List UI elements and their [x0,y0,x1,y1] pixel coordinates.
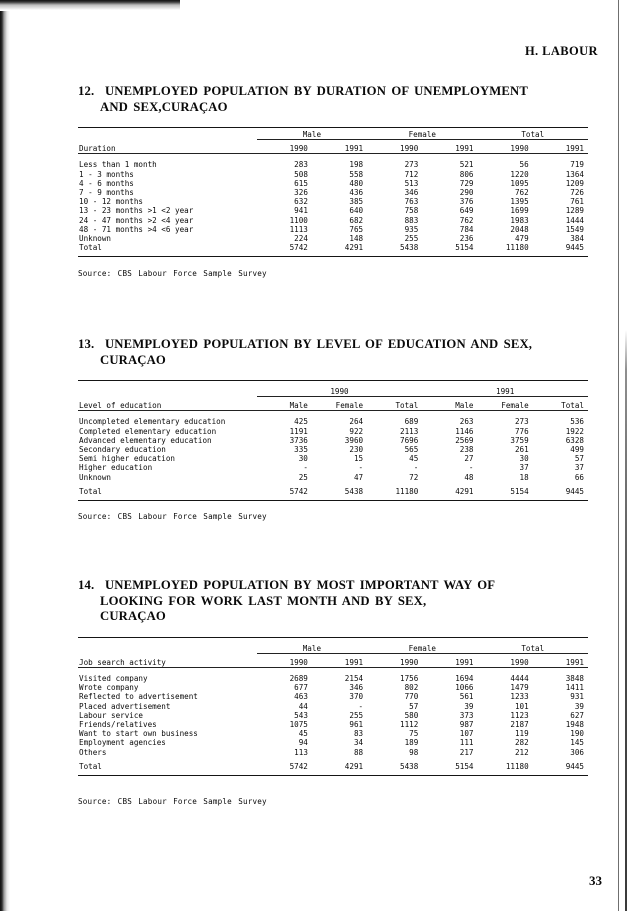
cell: 615 [294,178,308,188]
table-14-year-header-row [78,658,588,668]
cell: 83 [353,729,364,739]
table-row [78,225,588,234]
table-14-col-total-1990: 1990 [510,657,529,667]
cell: 640 [349,206,364,216]
table-row [78,417,588,426]
table-row [78,160,588,169]
table-12-col-total-1990: 1990 [510,144,529,154]
table-row [78,674,588,683]
cell: 335 [294,445,308,455]
table-row [78,463,588,472]
cell: 39 [464,701,474,711]
cell: 326 [294,188,308,198]
table-13-group-1991: 1991 [422,387,588,397]
source-note-14: Source: CBS Labour Force Sample Survey [78,797,267,806]
cell: 224 [294,234,308,244]
cell: 649 [459,206,474,216]
row-label: 10 - 12 months [79,197,144,207]
cell: 4291 [455,486,474,496]
cell: 230 [349,445,364,455]
row-label: Unknown [79,234,112,244]
cell: 111 [459,738,474,748]
table-12-year-header-row [78,144,588,154]
cell: 9445 [565,761,584,771]
cell: 1066 [455,683,474,693]
row-label: Friends/relatives [79,719,157,729]
cell: 802 [404,683,419,693]
cell: 499 [570,445,584,455]
cell: 1756 [400,673,419,683]
table-12-group-female: Female [367,130,477,140]
cell: 255 [349,710,364,720]
cell: 3848 [565,673,584,683]
row-label: Employment agencies [79,738,166,748]
table-row [78,436,588,445]
cell: 376 [459,197,474,207]
table-row [78,692,588,701]
source-note-13: Source: CBS Labour Force Sample Survey [78,512,267,521]
cell: 145 [570,738,584,748]
cell: 1444 [565,215,584,225]
row-label: 48 - 71 months >4 <6 year [79,224,194,234]
table-row [78,711,588,720]
total-label: Total [79,486,102,496]
cell: 1123 [510,710,529,720]
source-note-12: Source: CBS Labour Force Sample Survey [78,269,267,278]
table-row [78,427,588,436]
cell: 1209 [565,178,584,188]
cell: 4291 [344,761,364,771]
section-12-title-line2: AND SEX,CURAÇAO [100,99,228,114]
cell: 264 [349,417,364,427]
cell: 190 [570,729,584,739]
cell: 961 [349,719,364,729]
row-label: Labour service [79,710,144,720]
table-14-bottom-rule [78,775,588,778]
cell: 47 [353,472,364,482]
section-14-title [78,578,588,625]
row-label: Unknown [79,472,112,482]
cell: 283 [294,160,308,170]
table-total-row [78,487,588,496]
row-label: 4 - 6 months [79,178,134,188]
table-total-row [78,243,588,252]
table-13-col-1990-total: Total [395,401,419,411]
section-13-title-line2: CURAÇAO [100,352,166,367]
cell: 806 [459,169,474,179]
table-row [78,720,588,729]
table-12-col-total-1991: 1991 [565,144,584,154]
cell: 37 [574,463,584,473]
table-12-group-male: Male [257,130,367,140]
cell: 480 [349,178,364,188]
cell: 119 [514,729,529,739]
page-number: 33 [589,873,602,888]
table-14-group-total: Total [478,644,589,654]
cell: 765 [349,224,364,234]
cell: 632 [294,197,308,207]
cell: 1095 [510,178,529,188]
cell: 763 [404,197,419,207]
cell: 1948 [565,719,584,729]
cell: 346 [404,188,419,198]
cell: 1220 [510,169,529,179]
cell: 39 [574,701,584,711]
cell: 113 [294,747,308,757]
cell: 776 [514,426,529,436]
section-12 [78,84,588,259]
total-label: Total [79,761,102,771]
cell: 94 [298,738,308,748]
cell: - [358,463,364,473]
table-14-col-male-1990: 1990 [289,657,308,667]
cell: 107 [459,729,474,739]
cell: 5438 [400,761,419,771]
cell: 75 [409,729,419,739]
cell: 9445 [565,486,584,496]
row-label: Placed advertisement [79,701,171,711]
cell: 463 [294,692,308,702]
row-label: 13 - 23 months >1 <2 year [79,206,194,216]
cell: 236 [459,234,474,244]
table-14-group-male: Male [257,644,367,654]
table-14-stub-header: Job search activity [79,657,166,667]
cell: 677 [294,683,308,693]
cell: 3736 [289,435,308,445]
cell: 719 [570,160,584,170]
cell: 987 [459,719,474,729]
cell: 729 [459,178,474,188]
cell: 27 [464,454,474,464]
cell: 5154 [455,761,474,771]
cell: 30 [519,454,529,464]
table-row [78,729,588,738]
cell: 263 [459,417,474,427]
cell: 580 [404,710,419,720]
running-head: H. LABOUR [524,44,598,58]
cell: 290 [459,188,474,198]
cell: 425 [294,417,308,427]
cell: - [413,463,419,473]
table-12-bottom-rule [78,257,588,260]
cell: 385 [349,197,364,207]
section-13-title-line1: UNEMPLOYED POPULATION BY LEVEL OF EDUCATION AND SEX, [104,337,533,351]
cell: 57 [409,701,419,711]
table-12-stub-header: Duration [79,144,116,154]
cell: 56 [519,160,529,170]
cell: 88 [353,747,364,757]
cell: 373 [459,710,474,720]
table-row [78,234,588,243]
cell: 44 [298,701,308,711]
cell: 758 [404,206,419,216]
cell: 565 [404,445,419,455]
cell: 682 [349,215,364,225]
table-13-col-1991-male: Male [455,401,474,411]
cell: 45 [409,454,419,464]
row-label: Completed elementary education [79,426,217,436]
cell: 1395 [510,197,529,207]
cell: 1191 [289,426,308,436]
table-12-group-header-row [78,130,588,140]
cell: 1983 [510,215,529,225]
table-14-col-female-1990: 1990 [400,657,419,667]
cell: 11180 [505,761,529,771]
table-12-col-male-1990: 1990 [289,144,308,154]
table-13-col-1990-female: Female [335,401,364,411]
section-13 [78,337,588,503]
cell: 761 [570,197,584,207]
row-label: Others [79,747,107,757]
cell: 306 [570,747,584,757]
cell: 543 [294,710,308,720]
row-label: Advanced elementary education [79,435,212,445]
section-14 [78,578,588,778]
cell: 436 [349,188,364,198]
table-13-col-header-row [78,401,588,411]
cell: 212 [514,747,529,757]
table-row [78,454,588,463]
cell: 5742 [289,761,308,771]
cell: 2048 [510,224,529,234]
cell: 1289 [565,206,584,216]
cell: 2689 [289,673,308,683]
cell: 48 [464,472,474,482]
table-row [78,206,588,215]
section-12-title-line1: UNEMPLOYED POPULATION BY DURATION OF UNEMPLOYMENT [104,84,528,98]
cell: 57 [574,454,584,464]
cell: 1113 [289,224,308,234]
cell: 273 [404,160,419,170]
cell: 536 [570,417,584,427]
cell: 935 [404,224,419,234]
cell: 4444 [510,673,529,683]
cell: 2113 [400,426,419,436]
cell: 479 [514,234,529,244]
cell: 4291 [344,243,364,253]
cell: 931 [570,692,584,702]
cell: 384 [570,234,584,244]
table-13-bottom-rule [78,501,588,504]
table-row [78,738,588,747]
cell: 6328 [565,435,584,445]
cell: 941 [294,206,308,216]
cell: 1075 [289,719,308,729]
table-14-group-header-row [78,644,588,654]
cell: 72 [409,472,419,482]
cell: 1699 [510,206,529,216]
cell: 34 [353,738,364,748]
cell: 217 [459,747,474,757]
cell: 255 [404,234,419,244]
table-row [78,702,588,711]
cell: 5742 [289,243,308,253]
cell: 712 [404,169,419,179]
table-13-group-header-row [78,387,588,397]
table-row [78,683,588,692]
cell: 15 [353,454,364,464]
cell: 1100 [289,215,308,225]
table-row [78,179,588,188]
cell: 11180 [395,486,419,496]
cell: 770 [404,692,419,702]
row-label: Less than 1 month [79,160,157,170]
cell: 101 [514,701,529,711]
cell: 2154 [344,673,364,683]
cell: 282 [514,738,529,748]
cell: 346 [349,683,364,693]
cell: 5154 [510,486,529,496]
cell: 66 [574,472,584,482]
cell: 1549 [565,224,584,234]
cell: 1694 [455,673,474,683]
table-row [78,445,588,454]
cell: 25 [298,472,308,482]
cell: 1233 [510,692,529,702]
row-label: Higher education [79,463,153,473]
cell: - [358,701,364,711]
table-row [78,197,588,206]
table-12 [78,127,588,259]
cell: 9445 [565,243,584,253]
total-label: Total [79,243,102,253]
table-13 [78,380,588,503]
table-total-row [78,762,588,771]
table-14-group-female: Female [367,644,477,654]
cell: 5742 [289,486,308,496]
cell: 762 [459,215,474,225]
section-14-title-line1: UNEMPLOYED POPULATION BY MOST IMPORTANT WAY OF [104,578,496,592]
cell: 1411 [565,683,584,693]
table-13-group-1990: 1990 [257,387,423,397]
cell: 2187 [510,719,529,729]
row-label: 7 - 9 months [79,188,134,198]
cell: 148 [349,234,364,244]
row-label: Secondary education [79,445,166,455]
cell: 11180 [505,243,529,253]
table-13-col-1991-female: Female [501,401,529,411]
cell: 521 [459,160,474,170]
section-14-title-line2: LOOKING FOR WORK LAST MONTH AND BY SEX, [100,593,427,608]
row-label: Reflected to advertisement [79,692,198,702]
cell: 3960 [344,435,364,445]
cell: 1146 [455,426,474,436]
cell: 883 [404,215,419,225]
section-13-number: 13. [78,337,95,351]
table-12-group-total: Total [478,130,589,140]
row-label: Want to start own business [79,729,198,739]
cell: 2569 [455,435,474,445]
cell: - [468,463,474,473]
table-14-col-female-1991: 1991 [455,657,474,667]
section-13-title [78,337,588,368]
table-row [78,170,588,179]
cell: 1364 [565,169,584,179]
table-row [78,216,588,225]
cell: 561 [459,692,474,702]
row-label: Wrote company [79,683,139,693]
table-14-col-male-1991: 1991 [344,657,364,667]
table-13-col-1991-total: Total [561,401,584,411]
row-label: Semi higher education [79,454,176,464]
cell: 18 [519,472,529,482]
table-13-stub-header: Level of education [79,401,162,411]
table-row [78,188,588,197]
cell: 1479 [510,683,529,693]
cell: 627 [570,710,584,720]
table-12-col-female-1990: 1990 [400,144,419,154]
cell: 689 [404,417,419,427]
cell: 558 [349,169,364,179]
cell: 37 [519,463,529,473]
cell: 5438 [344,486,364,496]
row-label: Visited company [79,673,148,683]
table-12-col-male-1991: 1991 [344,144,364,154]
cell: 726 [570,188,584,198]
section-12-number: 12. [78,84,95,98]
section-12-title [78,84,588,115]
cell: - [303,463,308,473]
table-14 [78,637,588,778]
cell: 45 [298,729,308,739]
cell: 98 [409,747,419,757]
cell: 238 [459,445,474,455]
cell: 1922 [565,426,584,436]
cell: 189 [404,738,419,748]
section-14-title-line3: CURAÇAO [100,609,166,623]
cell: 261 [514,445,529,455]
table-14-col-total-1991: 1991 [565,657,584,667]
cell: 513 [404,178,419,188]
row-label: Uncompleted elementary education [79,417,226,427]
cell: 1112 [400,719,419,729]
cell: 5438 [400,243,419,253]
section-14-number: 14. [78,578,95,592]
table-13-col-1990-male: Male [289,401,308,411]
cell: 7696 [400,435,419,445]
cell: 3759 [510,435,529,445]
table-row [78,473,588,482]
cell: 5154 [455,243,474,253]
cell: 784 [459,224,474,234]
cell: 273 [514,417,529,427]
table-row [78,748,588,757]
cell: 922 [349,426,364,436]
cell: 508 [294,169,308,179]
cell: 198 [349,160,364,170]
table-12-col-female-1991: 1991 [455,144,474,154]
row-label: 24 - 47 months >2 <4 year [79,215,194,225]
cell: 762 [514,188,529,198]
row-label: 1 - 3 months [79,169,134,179]
cell: 30 [298,454,308,464]
cell: 370 [349,692,364,702]
